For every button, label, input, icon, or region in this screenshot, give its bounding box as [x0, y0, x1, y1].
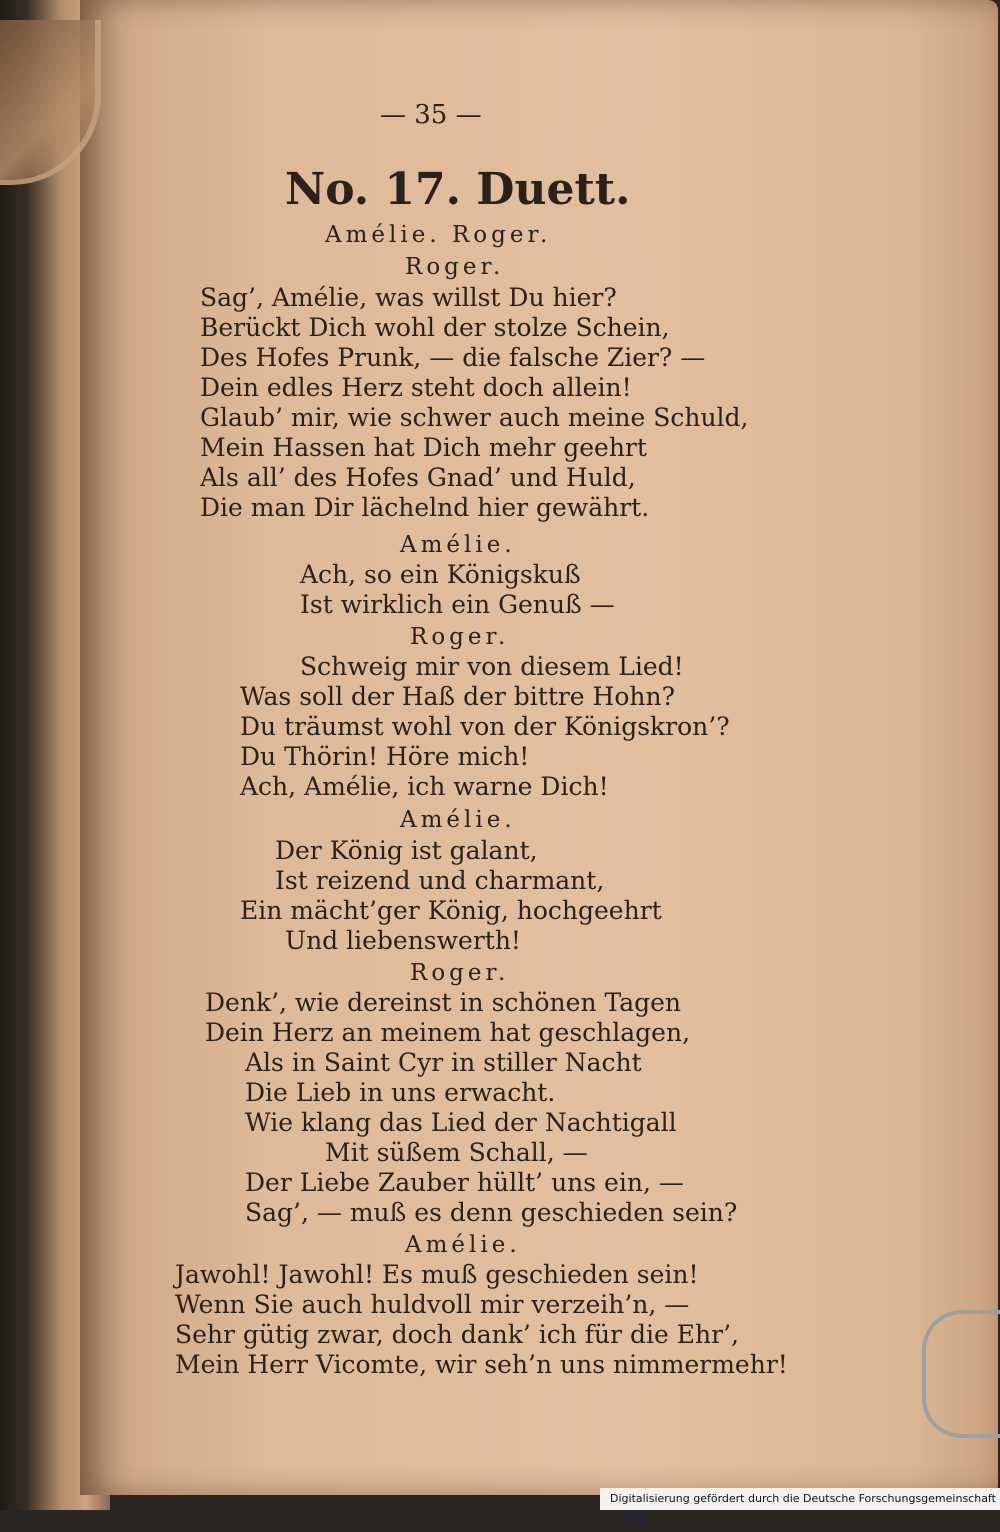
verse-line: Was soll der Haß der bittre Hohn?	[240, 682, 676, 711]
verse-line: Ist wirklich ein Genuß —	[300, 590, 615, 619]
verse-line: Jawohl! Jawohl! Es muß geschieden sein!	[175, 1260, 699, 1289]
dfg-logo: DFG	[621, 1514, 652, 1530]
verse-line: Berückt Dich wohl der stolze Schein,	[200, 313, 670, 342]
speaker-label: Roger.	[410, 960, 510, 986]
verse-line: Ist reizend und charmant,	[275, 866, 605, 895]
verse-line: Und liebenswerth!	[285, 926, 521, 955]
verse-line: Ein mächt’ger König, hochgeehrt	[240, 896, 662, 925]
footer-bar	[600, 1488, 1000, 1527]
verse-line: Dein Herz an meinem hat geschlagen,	[205, 1018, 691, 1047]
speaker-label: Amélie.	[400, 807, 516, 833]
verse-line: Du träumst wohl von der Königskron’?	[240, 712, 730, 741]
verse-line: Mein Herr Vicomte, wir seh’n uns nimmermehr!	[175, 1350, 788, 1379]
verse-line: Mein Hassen hat Dich mehr geehrt	[200, 433, 647, 462]
verse-line: Ach, so ein Königskuß	[300, 560, 581, 589]
verse-line: Sag’, Amélie, was willst Du hier?	[200, 283, 617, 312]
verse-line: Wie klang das Lied der Nachtigall	[245, 1108, 677, 1137]
verse-line: Du Thörin! Höre mich!	[240, 742, 530, 771]
speaker-label: Roger.	[405, 254, 505, 280]
paper-clip	[922, 1310, 1000, 1438]
verse-line: Als all’ des Hofes Gnad’ und Huld,	[200, 463, 636, 492]
verse-line: Des Hofes Prunk, — die falsche Zier? —	[200, 343, 706, 372]
speaker-label: Roger.	[410, 624, 510, 650]
verse-line: Glaub’ mir, wie schwer auch meine Schuld,	[200, 403, 749, 432]
page-title: No. 17. Duett.	[285, 164, 631, 215]
cast-list: Amélie. Roger.	[325, 222, 552, 248]
speaker-label: Amélie.	[400, 532, 516, 558]
verse-line: Sag’, — muß es denn geschieden sein?	[245, 1198, 738, 1227]
verse-line: Der König ist galant,	[275, 836, 538, 865]
verse-line: Dein edles Herz steht doch allein!	[200, 373, 632, 402]
verse-line: Als in Saint Cyr in stiller Nacht	[245, 1048, 642, 1077]
page-number: — 35 —	[380, 100, 482, 130]
verse-line: Sehr gütig zwar, doch dank’ ich für die Ehr’,	[175, 1320, 739, 1349]
verse-line: Wenn Sie auch huldvoll mir verzeih’n, —	[175, 1290, 690, 1319]
speaker-label: Amélie.	[405, 1232, 521, 1258]
verse-line: Der Liebe Zauber hüllt’ uns ein, —	[245, 1168, 684, 1197]
verse-line: Die Lieb in uns erwacht.	[245, 1078, 556, 1107]
verse-line: Die man Dir lächelnd hier gewährt.	[200, 493, 650, 522]
verse-line: Ach, Amélie, ich warne Dich!	[240, 772, 609, 801]
verse-line: Schweig mir von diesem Lied!	[300, 652, 684, 681]
footer-text: Digitalisierung gefördert durch die Deutsche Forschungsgemeinschaft ·	[610, 1492, 996, 1527]
verse-line: Mit süßem Schall, —	[325, 1138, 588, 1167]
verse-line: Denk’, wie dereinst in schönen Tagen	[205, 988, 682, 1017]
